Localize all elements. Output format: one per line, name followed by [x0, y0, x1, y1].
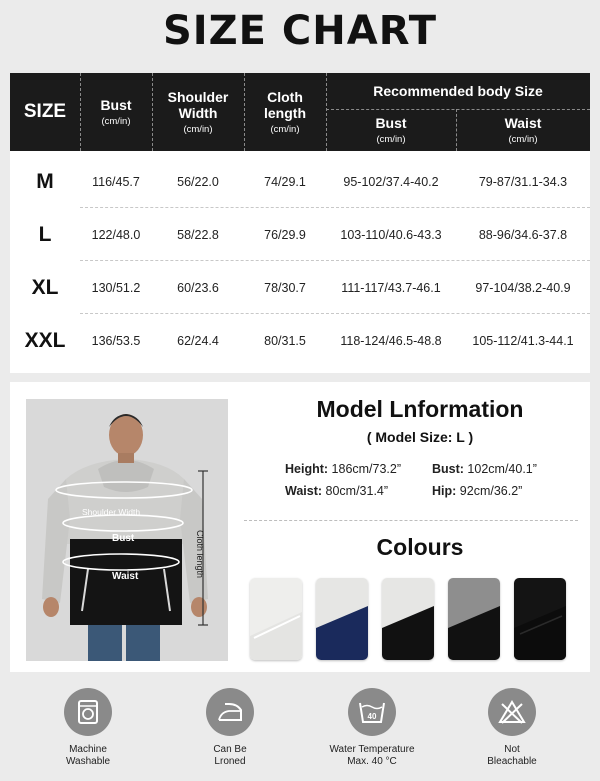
care-item: [442, 688, 582, 768]
care-item: [160, 688, 300, 768]
body-bust-cell: 95-102/37.4-40.2: [343, 174, 439, 189]
size-cell: XXL: [24, 328, 66, 352]
length-cell: 74/29.1: [264, 174, 306, 189]
header-divider: [456, 109, 457, 151]
washing-machine-icon: [64, 688, 112, 736]
waist-value: 80cm/31.4”: [322, 484, 389, 498]
header-length-unit: (cm/in): [270, 124, 300, 135]
header-bust-unit: (cm/in): [101, 116, 131, 127]
colour-swatch[interactable]: [448, 578, 500, 660]
swatch-grey-black: [448, 578, 500, 660]
bust-label: Bust:: [432, 462, 464, 476]
size-cell: M: [36, 169, 54, 193]
colour-swatch[interactable]: [316, 578, 368, 660]
length-cell: 80/31.5: [264, 333, 306, 348]
header-length-label: Cloth length: [264, 89, 306, 121]
body-bust-cell: 111-117/43.7-46.1: [341, 280, 441, 295]
header-divider: [244, 73, 245, 151]
height-label: Height:: [285, 462, 329, 476]
swatch-white-navy: [316, 578, 368, 660]
shoulder-cell: 56/22.0: [177, 174, 219, 189]
bust-cell: 136/53.5: [91, 333, 141, 348]
body-waist-cell: 97-104/38.2-40.9: [475, 280, 571, 295]
bust-cell: 122/48.0: [91, 227, 141, 242]
table-row: [10, 208, 590, 261]
header-bust: [80, 73, 152, 151]
model-bust: [432, 462, 537, 476]
colours-title: Colours: [376, 534, 464, 560]
header-shoulder-label: Shoulder Width: [167, 89, 229, 121]
bust-value: 102cm/40.1”: [463, 462, 537, 476]
page-title: SIZE CHART: [162, 8, 438, 54]
model-photo: [26, 399, 228, 661]
header-shoulder-unit: (cm/in): [183, 124, 213, 135]
model-height: [285, 462, 401, 476]
header-divider: [80, 73, 81, 151]
care-item: [302, 688, 442, 768]
header-body-bust: [326, 109, 456, 151]
bust-cell: 130/51.2: [91, 280, 141, 295]
body-bust-cell: 103-110/40.6-43.3: [340, 227, 442, 242]
hip-label: Hip:: [432, 484, 457, 498]
swatch-white: [250, 578, 302, 660]
size-cell: XL: [31, 275, 59, 299]
header-divider: [152, 73, 153, 151]
model-size: ( Model Size: L ): [366, 429, 474, 445]
header-bust-label: Bust: [100, 97, 132, 113]
model-info-title: Model Lnformation: [316, 396, 524, 422]
model-waist: [285, 484, 388, 498]
size-header: SIZE: [23, 101, 67, 122]
photo-label-bust: Bust: [112, 533, 135, 544]
temperature-value: 40: [367, 712, 377, 721]
model-hip: [432, 484, 522, 498]
colour-swatch[interactable]: [250, 578, 302, 660]
header-divider: [326, 73, 327, 151]
colour-swatch[interactable]: [514, 578, 566, 660]
photo-label-shoulder: Shoulder Width: [82, 507, 141, 517]
section-divider: [244, 520, 578, 521]
shoulder-cell: 62/24.4: [177, 333, 219, 348]
size-cell: L: [38, 222, 52, 246]
care-panel: [10, 680, 590, 781]
care-label: Not Bleachable: [487, 744, 537, 767]
care-item: [18, 688, 158, 768]
photo-label-waist: Waist: [112, 571, 139, 582]
height-value: 186cm/73.2”: [328, 462, 402, 476]
header-body-bust-label: Bust: [375, 115, 407, 131]
table-row: [10, 314, 590, 367]
table-row: [10, 155, 590, 208]
length-cell: 76/29.9: [264, 227, 306, 242]
body-waist-cell: 79-87/31.1-34.3: [478, 174, 568, 189]
header-divider: [326, 109, 590, 110]
header-recommended: [326, 73, 590, 109]
no-bleach-icon: [488, 688, 536, 736]
header-body-bust-unit: (cm/in): [376, 134, 406, 145]
shoulder-cell: 60/23.6: [177, 280, 219, 295]
body-bust-cell: 118-124/46.5-48.8: [340, 333, 442, 348]
iron-icon: [206, 688, 254, 736]
body-waist-cell: 105-112/41.3-44.1: [472, 333, 574, 348]
body-waist-cell: 88-96/34.6-37.8: [478, 227, 568, 242]
header-length: [244, 73, 326, 151]
care-label: Water Temperature Max. 40 °C: [329, 744, 415, 767]
header-body-waist: [456, 109, 590, 151]
swatch-black: [514, 578, 566, 660]
header-recommended-label: Recommended body Size: [373, 83, 543, 99]
model-panel: [10, 382, 590, 672]
shoulder-cell: 58/22.8: [177, 227, 219, 242]
swatch-white-black: [382, 578, 434, 660]
length-cell: 78/30.7: [264, 280, 306, 295]
waist-label: Waist:: [285, 484, 323, 498]
table-header: [10, 73, 590, 151]
header-body-waist-label: Waist: [504, 115, 542, 131]
water-temperature-icon: [348, 688, 396, 736]
hip-value: 92cm/36.2”: [456, 484, 523, 498]
photo-label-length: Cloth length: [195, 529, 206, 579]
header-shoulder: [152, 73, 244, 151]
header-body-waist-unit: (cm/in): [508, 134, 538, 145]
size-table: [10, 73, 590, 373]
care-label: Machine Washable: [65, 744, 111, 767]
bust-cell: 116/45.7: [92, 174, 140, 189]
table-row: [10, 261, 590, 314]
colour-swatch[interactable]: [382, 578, 434, 660]
care-label: Can Be Lroned: [213, 744, 247, 767]
